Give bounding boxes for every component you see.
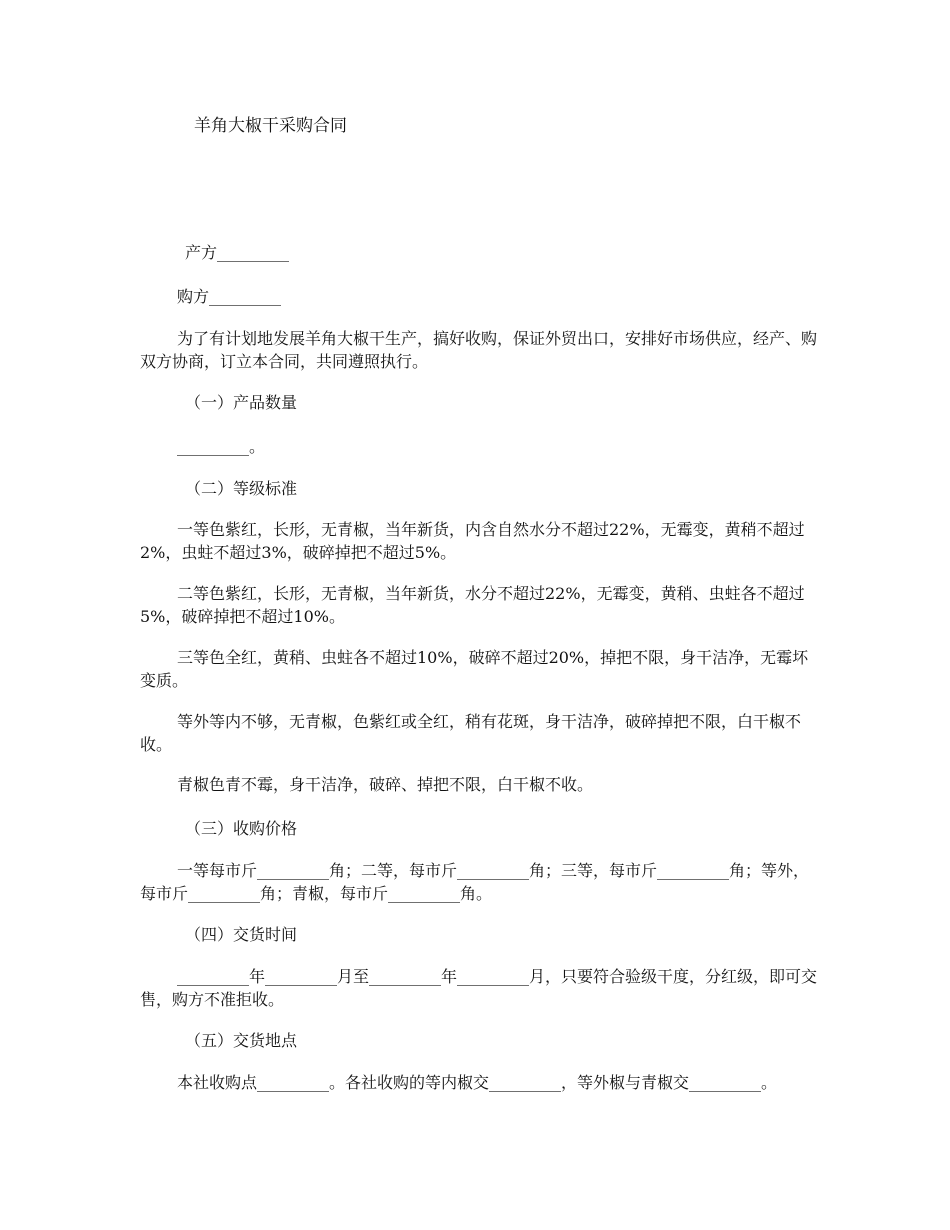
section-heading-grade: （二）等级标准	[185, 479, 298, 498]
delivery-time-paragraph: _________年_________月至_________年_________月，只要符合验级干度，分红级，即可交售，购方不准拒收。	[140, 967, 818, 1009]
section-heading-quantity: （一）产品数量	[185, 393, 298, 412]
quantity-body: _________。	[177, 437, 266, 456]
grade-two-paragraph: 二等色紫红，长形，无青椒，当年新货，水分不超过22%，无霉变，黄稍、虫蛀各不超过5%，破碎掉把不超过10%。	[140, 584, 805, 626]
grade-green-paragraph: 青椒色青不霉，身干洁净，破碎、掉把不限，白干椒不收。	[177, 775, 594, 794]
section-heading-delivery-place: （五）交货地点	[185, 1031, 298, 1050]
document-title: 羊角大椒干采购合同	[194, 116, 347, 136]
grade-one-paragraph: 一等色紫红，长形，无青椒，当年新货，内含自然水分不超过22%，无霉变，黄稍不超过2%，虫蛀不超过3%，破碎掉把不超过5%。	[140, 520, 805, 562]
delivery-place-paragraph: 本社收购点_________。各社收购的等内椒交_________，等外椒与青椒交_________。	[177, 1073, 778, 1092]
intro-paragraph: 为了有计划地发展羊角大椒干生产，搞好收购，保证外贸出口，安排好市场供应，经产、购双方协商，订立本合同，共同遵照执行。	[140, 329, 818, 371]
section-heading-delivery-time: （四）交货时间	[185, 925, 298, 944]
producer-line: 产方_________	[185, 243, 290, 262]
buyer-line: 购方_________	[177, 287, 282, 306]
price-paragraph: 一等每市斤_________角；二等，每市斤_________角；三等，每市斤_________角；等外，每市斤_________角；青椒，每市斤_________角。	[140, 861, 810, 903]
grade-three-paragraph: 三等色全红，黄稍、虫蛀各不超过10%，破碎不超过20%，掉把不限，身干洁净，无霉坏变质。	[140, 648, 809, 690]
section-heading-price: （三）收购价格	[185, 819, 298, 838]
grade-outside-paragraph: 等外等内不够，无青椒，色紫红或全红，稍有花斑，身干洁净，破碎掉把不限，白干椒不收。	[140, 712, 802, 754]
